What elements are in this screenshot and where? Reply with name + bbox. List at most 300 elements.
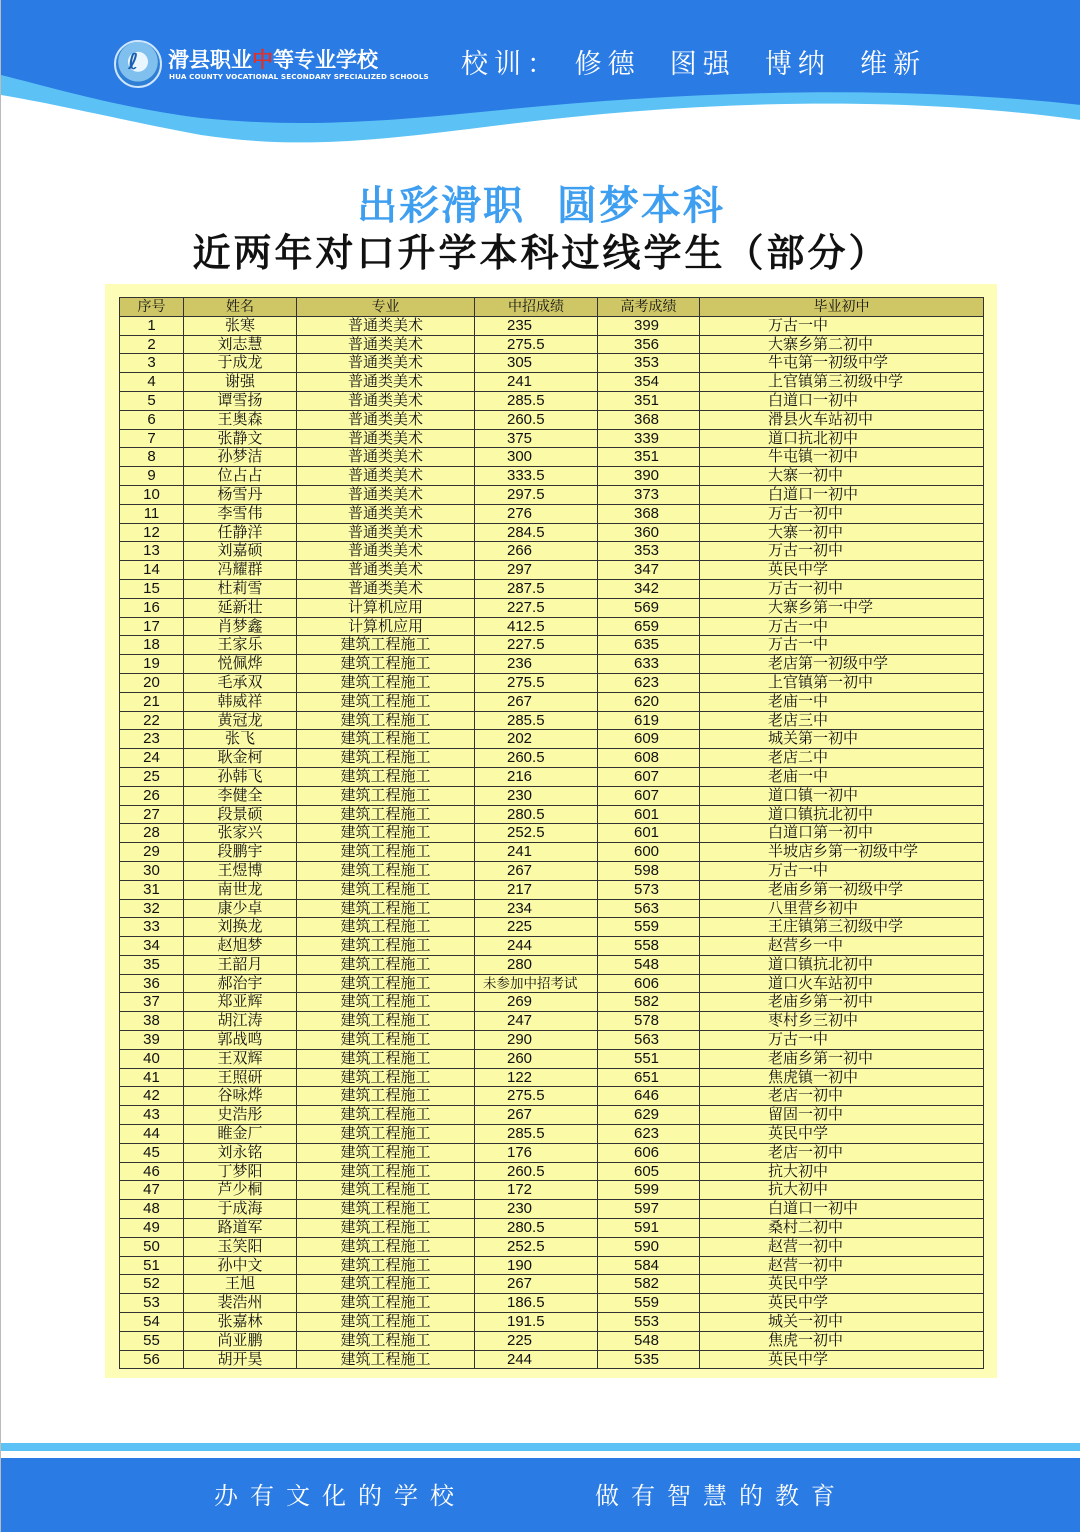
cell-zhongzhao-score (475, 579, 598, 598)
cell-text: 路道军 (217, 1219, 263, 1237)
cell-text: 390 (634, 467, 660, 485)
cell-middle-school (700, 711, 984, 730)
cell-text: 280.5 (507, 805, 545, 823)
cell-text: 张飞 (224, 730, 255, 748)
cell-index (120, 861, 184, 880)
cell-text: 241 (507, 843, 533, 861)
cell-text: 601 (634, 824, 660, 842)
cell-major (297, 1162, 475, 1181)
cell-text: 41 (143, 1068, 160, 1086)
cell-name (184, 955, 297, 974)
cell-index (120, 955, 184, 974)
cell-text: 623 (634, 673, 660, 691)
cell-text: 肖梦鑫 (217, 617, 263, 635)
cell-zhongzhao-score (475, 824, 598, 843)
cell-index (120, 579, 184, 598)
cell-zhongzhao-score (475, 974, 598, 993)
cell-text: 230 (507, 1200, 533, 1218)
cell-middle-school (700, 1200, 984, 1219)
cell-zhongzhao-score (475, 1012, 598, 1031)
cell-text: 赵营乡一中 (768, 937, 844, 955)
table-body (120, 316, 984, 1369)
cell-zhongzhao-score (475, 1275, 598, 1294)
cell-major (297, 1219, 475, 1238)
cell-text: 297 (507, 561, 533, 579)
table-row (120, 843, 984, 862)
cell-text: 普通类美术 (347, 410, 423, 428)
cell-index (120, 730, 184, 749)
table-row (120, 1031, 984, 1050)
cell-gaokao-score (598, 749, 700, 768)
school-name-en: HUA COUNTY VOCATIONAL SECONDARY SPECIALIZED SCHOOLS (169, 72, 429, 81)
cell-name (184, 1275, 297, 1294)
cell-text: 于成海 (217, 1200, 263, 1218)
cell-gaokao-score (598, 448, 700, 467)
cell-index (120, 391, 184, 410)
cell-text: 10 (143, 485, 160, 503)
cell-text: 桑村二初中 (768, 1219, 844, 1237)
cell-gaokao-score (598, 1219, 700, 1238)
table-row (120, 1275, 984, 1294)
cell-text: 39 (143, 1031, 160, 1049)
table-row (120, 467, 984, 486)
cell-text: 28 (143, 824, 160, 842)
table-row (120, 918, 984, 937)
cell-text: 559 (634, 918, 660, 936)
cell-middle-school (700, 335, 984, 354)
cell-middle-school (700, 1031, 984, 1050)
cell-major (297, 523, 475, 542)
cell-index (120, 786, 184, 805)
cell-text: 32 (143, 899, 160, 917)
cell-middle-school (700, 843, 984, 862)
cell-text: 史浩彤 (217, 1106, 263, 1124)
cell-text: 丁梦阳 (217, 1162, 263, 1180)
cell-text: 普通类美术 (347, 448, 423, 466)
cell-text: 建筑工程施工 (340, 824, 431, 842)
cell-text: 56 (143, 1350, 160, 1368)
cell-text: 老店三中 (768, 711, 829, 729)
cell-text: 285.5 (507, 711, 545, 729)
cell-middle-school (700, 993, 984, 1012)
cell-text: 244 (507, 937, 533, 955)
cell-text: 万古一中 (768, 617, 829, 635)
cell-text: 598 (634, 861, 660, 879)
cell-name (184, 1162, 297, 1181)
cell-text: 玉笑阳 (217, 1237, 263, 1255)
cell-text: 267 (507, 861, 533, 879)
cell-text: 王庄镇第三初级中学 (768, 918, 904, 936)
cell-text: 普通类美术 (347, 542, 423, 560)
cell-text: 老店一初中 (768, 1087, 844, 1105)
cell-text: 236 (507, 655, 533, 673)
cell-name (184, 1031, 297, 1050)
cell-text: 焦虎一初中 (768, 1331, 844, 1349)
cell-text: 老店一初中 (768, 1143, 844, 1161)
cell-text: 38 (143, 1012, 160, 1030)
cell-text: 375 (507, 429, 533, 447)
table-row (120, 786, 984, 805)
cell-text: 45 (143, 1143, 160, 1161)
cell-zhongzhao-score (475, 692, 598, 711)
cell-name (184, 542, 297, 561)
cell-name (184, 448, 297, 467)
cell-middle-school (700, 316, 984, 335)
cell-text: 普通类美术 (347, 335, 423, 353)
cell-text: 王家乐 (217, 636, 263, 654)
cell-text: 张寒 (224, 316, 255, 334)
cell-text: 21 (143, 692, 160, 710)
cell-gaokao-score (598, 711, 700, 730)
cell-text: 54 (143, 1313, 160, 1331)
cell-index (120, 1256, 184, 1275)
cell-text: 白道口一初中 (768, 391, 859, 409)
cell-text: 孙韩飞 (217, 767, 263, 785)
cell-text: 枣村乡三初中 (768, 1012, 859, 1030)
cell-text: 590 (634, 1237, 660, 1255)
cell-name (184, 711, 297, 730)
cell-text: 建筑工程施工 (340, 993, 431, 1011)
cell-major (297, 448, 475, 467)
school-name-mid-char: 中 (252, 48, 273, 72)
cell-text: 280 (507, 955, 533, 973)
cell-text: 赵营一初中 (768, 1237, 844, 1255)
cell-major (297, 1106, 475, 1125)
cell-text: 191.5 (507, 1313, 545, 1331)
cell-gaokao-score (598, 1049, 700, 1068)
cell-text: 551 (634, 1049, 660, 1067)
cell-text: 25 (143, 767, 160, 785)
cell-gaokao-score (598, 504, 700, 523)
cell-name (184, 1313, 297, 1332)
cell-text: 52 (143, 1275, 160, 1293)
cell-gaokao-score (598, 542, 700, 561)
cell-text: 建筑工程施工 (340, 1162, 431, 1180)
cell-text: 591 (634, 1219, 660, 1237)
cell-text: 122 (507, 1068, 533, 1086)
cell-zhongzhao-score (475, 1200, 598, 1219)
cell-zhongzhao-score (475, 730, 598, 749)
cell-middle-school (700, 1331, 984, 1350)
cell-index (120, 711, 184, 730)
cell-text: 普通类美术 (347, 485, 423, 503)
cell-major (297, 711, 475, 730)
cell-text: 普通类美术 (347, 523, 423, 541)
cell-gaokao-score (598, 993, 700, 1012)
cell-text: 建筑工程施工 (340, 636, 431, 654)
cell-major (297, 749, 475, 768)
cell-text: 51 (143, 1256, 160, 1274)
cell-zhongzhao-score (475, 410, 598, 429)
cell-text: 356 (634, 335, 660, 353)
cell-text: 杨雪丹 (217, 485, 263, 503)
cell-zhongzhao-score (475, 655, 598, 674)
cell-text: 张家兴 (217, 824, 263, 842)
table-row (120, 730, 984, 749)
cell-text: 建筑工程施工 (340, 955, 431, 973)
footer-slogan-left: 办有文化的学校 (214, 1482, 466, 1510)
cell-text: 582 (634, 1275, 660, 1293)
cell-text: 建筑工程施工 (340, 786, 431, 804)
cell-index (120, 1049, 184, 1068)
cell-text: 段景硕 (217, 805, 263, 823)
cell-middle-school (700, 598, 984, 617)
cell-text: 260.5 (507, 749, 545, 767)
cell-text: 260 (507, 1049, 533, 1067)
cell-text: 计算机应用 (347, 598, 423, 616)
cell-middle-school (700, 1049, 984, 1068)
cell-name (184, 1143, 297, 1162)
cell-text: 大寨一初中 (768, 467, 844, 485)
table-row (120, 316, 984, 335)
cell-index (120, 598, 184, 617)
cell-text: 267 (507, 692, 533, 710)
cell-zhongzhao-score (475, 1068, 598, 1087)
cell-index (120, 1031, 184, 1050)
cell-name (184, 617, 297, 636)
cell-text: 573 (634, 880, 660, 898)
table-row (120, 354, 984, 373)
cell-text: 33 (143, 918, 160, 936)
cell-major (297, 1143, 475, 1162)
cell-text: 40 (143, 1049, 160, 1067)
cell-name (184, 1350, 297, 1369)
cell-text: 582 (634, 993, 660, 1011)
cell-index (120, 1068, 184, 1087)
cell-major (297, 410, 475, 429)
cell-text: 607 (634, 786, 660, 804)
cell-gaokao-score (598, 955, 700, 974)
cell-text: 建筑工程施工 (340, 1068, 431, 1086)
cell-text: 342 (634, 579, 660, 597)
cell-text: 548 (634, 1331, 660, 1349)
cell-text: 659 (634, 617, 660, 635)
cell-text: 368 (634, 504, 660, 522)
cell-text: 王旭 (224, 1275, 255, 1293)
cell-text: 英民中学 (768, 1294, 829, 1312)
cell-text: 杜莉雪 (217, 579, 263, 597)
cell-text: 建筑工程施工 (340, 1331, 431, 1349)
cell-major (297, 1181, 475, 1200)
cell-text: 30 (143, 861, 160, 879)
cell-middle-school (700, 579, 984, 598)
cell-text: 万古一中 (768, 316, 829, 334)
cell-text: 4 (147, 373, 156, 391)
cell-zhongzhao-score (475, 786, 598, 805)
cell-name (184, 579, 297, 598)
cell-text: 606 (634, 974, 660, 992)
cell-text: 建筑工程施工 (340, 880, 431, 898)
table-row (120, 1143, 984, 1162)
cell-major (297, 504, 475, 523)
cell-name (184, 786, 297, 805)
cell-text: 建筑工程施工 (340, 749, 431, 767)
cell-text: 耿金柯 (217, 749, 263, 767)
cell-text: 建筑工程施工 (340, 1125, 431, 1143)
cell-gaokao-score (598, 1256, 700, 1275)
cell-text: 建筑工程施工 (340, 974, 431, 992)
cell-middle-school (700, 1068, 984, 1087)
cell-gaokao-score (598, 1237, 700, 1256)
cell-text: 607 (634, 767, 660, 785)
cell-name (184, 373, 297, 392)
cell-major (297, 1237, 475, 1256)
cell-text: 48 (143, 1200, 160, 1218)
cell-text: 普通类美术 (347, 579, 423, 597)
cell-major (297, 1012, 475, 1031)
cell-major (297, 542, 475, 561)
cell-index (120, 880, 184, 899)
cell-zhongzhao-score (475, 617, 598, 636)
cell-text: 英民中学 (768, 1350, 829, 1368)
table-row (120, 655, 984, 674)
cell-text: 留固一初中 (768, 1106, 844, 1124)
table-row (120, 955, 984, 974)
cell-zhongzhao-score (475, 1106, 598, 1125)
cell-gaokao-score (598, 937, 700, 956)
cell-gaokao-score (598, 974, 700, 993)
cell-text: 建筑工程施工 (340, 1237, 431, 1255)
cell-major (297, 485, 475, 504)
cell-text: 605 (634, 1162, 660, 1180)
cell-text: 白道口一初中 (768, 1200, 859, 1218)
cell-text: 老庙一中 (768, 767, 829, 785)
cell-text: 17 (143, 617, 160, 635)
cell-text: 焦虎镇一初中 (768, 1068, 859, 1086)
cell-gaokao-score (598, 561, 700, 580)
cell-index (120, 993, 184, 1012)
cell-major (297, 335, 475, 354)
cell-zhongzhao-score (475, 1294, 598, 1313)
cell-zhongzhao-score (475, 467, 598, 486)
cell-zhongzhao-score (475, 711, 598, 730)
cell-text: 胡开昊 (217, 1350, 263, 1368)
cell-major (297, 993, 475, 1012)
cell-name (184, 1256, 297, 1275)
cell-text: 285.5 (507, 391, 545, 409)
cell-gaokao-score (598, 1087, 700, 1106)
cell-gaokao-score (598, 786, 700, 805)
cell-text: 道口抗北初中 (768, 429, 859, 447)
cell-text: 建筑工程施工 (340, 1219, 431, 1237)
cell-index (120, 749, 184, 768)
cell-text: 冯耀群 (217, 561, 263, 579)
cell-middle-school (700, 786, 984, 805)
cell-name (184, 485, 297, 504)
cell-zhongzhao-score (475, 1219, 598, 1238)
cell-text: 217 (507, 880, 533, 898)
cell-text: 29 (143, 843, 160, 861)
cell-zhongzhao-score (475, 504, 598, 523)
cell-text: 普通类美术 (347, 354, 423, 372)
cell-text: 建筑工程施工 (340, 692, 431, 710)
cell-zhongzhao-score (475, 485, 598, 504)
cell-text: 道口火车站初中 (768, 974, 874, 992)
cell-major (297, 1331, 475, 1350)
cell-name (184, 504, 297, 523)
table-row (120, 824, 984, 843)
cell-text: 14 (143, 561, 160, 579)
cell-zhongzhao-score (475, 955, 598, 974)
cell-text: 333.5 (507, 467, 545, 485)
cell-gaokao-score (598, 861, 700, 880)
cell-text: 普通类美术 (347, 391, 423, 409)
cell-gaokao-score (598, 1106, 700, 1125)
table-row (120, 429, 984, 448)
cell-middle-school (700, 429, 984, 448)
header-zhongzhao-score: 中招成绩 (475, 298, 598, 317)
cell-text: 44 (143, 1125, 160, 1143)
table-row (120, 1162, 984, 1181)
cell-name (184, 1200, 297, 1219)
cell-zhongzhao-score (475, 1256, 598, 1275)
cell-text: 建筑工程施工 (340, 655, 431, 673)
cell-gaokao-score (598, 805, 700, 824)
cell-text: 305 (507, 354, 533, 372)
school-name-cn: 滑县职业中等专业学校 (168, 48, 378, 72)
cell-major (297, 1275, 475, 1294)
cell-text: 半坡店乡第一初级中学 (768, 843, 919, 861)
cell-text: 孙中文 (217, 1256, 263, 1274)
cell-text: 任静洋 (217, 523, 263, 541)
cell-zhongzhao-score (475, 316, 598, 335)
table-row (120, 899, 984, 918)
cell-index (120, 1237, 184, 1256)
table-row (120, 504, 984, 523)
cell-text: 王照研 (217, 1068, 263, 1086)
cell-name (184, 937, 297, 956)
cell-middle-school (700, 1181, 984, 1200)
cell-index (120, 1106, 184, 1125)
cell-middle-school (700, 504, 984, 523)
cell-zhongzhao-score (475, 429, 598, 448)
cell-text: 559 (634, 1294, 660, 1312)
header-index: 序号 (120, 298, 184, 317)
cell-text: 190 (507, 1256, 533, 1274)
cell-major (297, 636, 475, 655)
cell-middle-school (700, 692, 984, 711)
cell-major (297, 824, 475, 843)
cell-text: 354 (634, 373, 660, 391)
cell-index (120, 899, 184, 918)
cell-text: 360 (634, 523, 660, 541)
cell-text: 建筑工程施工 (340, 805, 431, 823)
table-row (120, 448, 984, 467)
school-motto: 校训： 修德 图强 博纳 维新 (461, 49, 927, 80)
cell-text: 滑县火车站初中 (768, 410, 874, 428)
table-row (120, 1313, 984, 1332)
cell-gaokao-score (598, 1181, 700, 1200)
cell-name (184, 391, 297, 410)
cell-zhongzhao-score (475, 1313, 598, 1332)
cell-name (184, 692, 297, 711)
cell-name (184, 749, 297, 768)
cell-text: 597 (634, 1200, 660, 1218)
cell-text: 22 (143, 711, 160, 729)
cell-middle-school (700, 636, 984, 655)
cell-name (184, 805, 297, 824)
cell-index (120, 1331, 184, 1350)
cell-text: 230 (507, 786, 533, 804)
cell-text: 202 (507, 730, 533, 748)
table-row (120, 542, 984, 561)
cell-major (297, 805, 475, 824)
cell-text: 胡江涛 (217, 1012, 263, 1030)
cell-major (297, 673, 475, 692)
header-banner (1, 0, 1080, 160)
cell-text: 道口镇抗北初中 (768, 805, 874, 823)
cell-zhongzhao-score (475, 843, 598, 862)
